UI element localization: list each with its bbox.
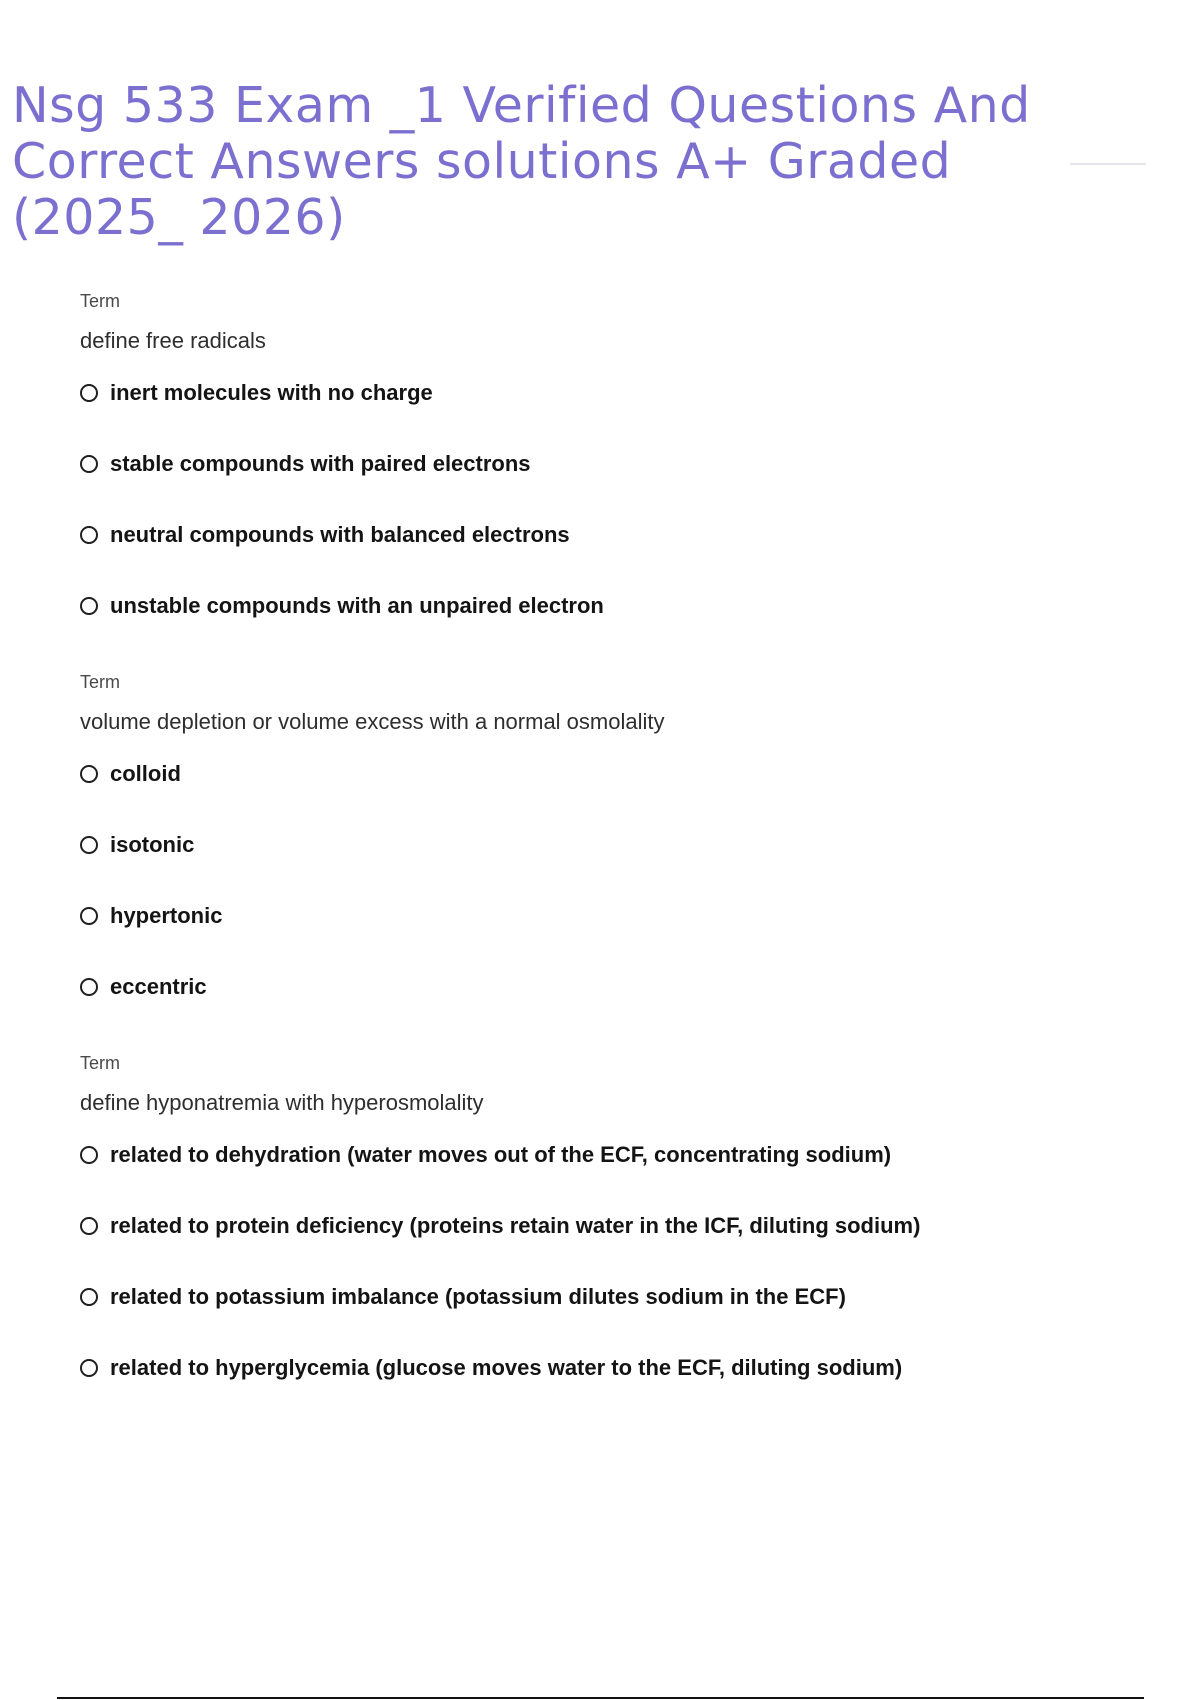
- radio-button-icon[interactable]: [80, 1288, 98, 1306]
- answer-option-label: related to dehydration (water moves out of the ECF, concentrating sodium): [110, 1142, 892, 1167]
- radio-button-icon[interactable]: [80, 597, 98, 615]
- radio-button-icon[interactable]: [80, 978, 98, 996]
- answer-option-label: hypertonic: [110, 903, 223, 928]
- answer-option[interactable]: [80, 830, 1120, 860]
- radio-button-icon[interactable]: [80, 836, 98, 854]
- answer-option-label: related to potassium imbalance (potassium dilutes sodium in the ECF): [110, 1284, 846, 1309]
- answer-option[interactable]: [80, 378, 1120, 408]
- answer-option-label: colloid: [110, 761, 181, 786]
- answer-options: [80, 1140, 1120, 1383]
- answer-option[interactable]: [80, 449, 1120, 479]
- radio-button-icon[interactable]: [80, 455, 98, 473]
- radio-button-icon[interactable]: [80, 384, 98, 402]
- answer-option[interactable]: [80, 972, 1120, 1002]
- answer-option-label: inert molecules with no charge: [110, 380, 433, 405]
- answer-option[interactable]: [80, 759, 1120, 789]
- radio-button-icon[interactable]: [80, 526, 98, 544]
- radio-button-icon[interactable]: [80, 765, 98, 783]
- radio-button-icon[interactable]: [80, 907, 98, 925]
- question-card: [80, 290, 1120, 621]
- radio-button-icon[interactable]: [80, 1146, 98, 1164]
- term-label: Term: [80, 291, 120, 311]
- answer-option-label: stable compounds with paired electrons: [110, 451, 531, 476]
- answer-option[interactable]: [80, 520, 1120, 550]
- title-divider: [1070, 163, 1146, 165]
- answer-options: [80, 759, 1120, 1002]
- page-footer-divider: [57, 1697, 1144, 1699]
- answer-options: [80, 378, 1120, 621]
- radio-button-icon[interactable]: [80, 1217, 98, 1235]
- question-card: [80, 671, 1120, 1002]
- answer-option-label: eccentric: [110, 974, 207, 999]
- term-label: Term: [80, 1053, 120, 1073]
- radio-button-icon[interactable]: [80, 1359, 98, 1377]
- answer-option[interactable]: [80, 591, 1120, 621]
- answer-option[interactable]: [80, 1211, 1120, 1241]
- term-text: define free radicals: [80, 328, 266, 353]
- document-title: Nsg 533 Exam _1 Verified Questions And Correct Answers solutions A+ Graded (2025_ 2026): [12, 77, 1031, 246]
- answer-option-label: neutral compounds with balanced electrons: [110, 522, 570, 547]
- answer-option[interactable]: [80, 1282, 1120, 1312]
- term-text: define hyponatremia with hyperosmolality: [80, 1090, 484, 1115]
- answer-option[interactable]: [80, 1140, 1120, 1170]
- question-card: [80, 1052, 1120, 1383]
- answer-option-label: related to hyperglycemia (glucose moves water to the ECF, diluting sodium): [110, 1355, 903, 1380]
- answer-option[interactable]: [80, 1353, 1120, 1383]
- answer-option-label: isotonic: [110, 832, 195, 857]
- answer-option-label: related to protein deficiency (proteins retain water in the ICF, diluting sodium): [110, 1213, 921, 1238]
- answer-option-label: unstable compounds with an unpaired electron: [110, 593, 604, 618]
- term-text: volume depletion or volume excess with a normal osmolality: [80, 709, 665, 734]
- answer-option[interactable]: [80, 901, 1120, 931]
- term-label: Term: [80, 672, 120, 692]
